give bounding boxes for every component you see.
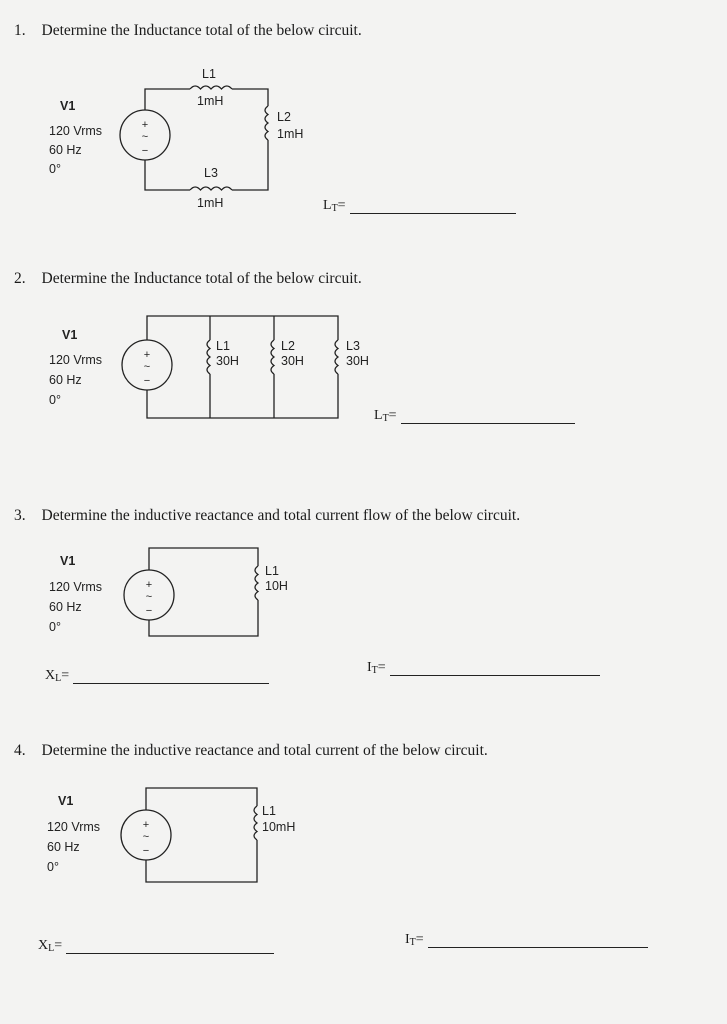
answer-label-main: L (323, 198, 332, 213)
inductor-l1-symbol (207, 340, 210, 374)
source-name: V1 (60, 99, 76, 113)
inductor-l1-symbol (190, 86, 232, 89)
answer-label-suffix: = (415, 932, 424, 947)
inductor-l3-symbol (190, 187, 232, 190)
tilde-sign: ~ (145, 591, 153, 603)
inductor-l2-symbol (265, 106, 268, 140)
tilde-sign: ~ (143, 361, 151, 373)
tilde-sign: ~ (141, 131, 149, 143)
inductor-name: L3 (346, 339, 360, 353)
inductor-value: 30H (281, 354, 304, 368)
answer-label-sub: T (409, 937, 416, 948)
answer-label-sub: L (55, 673, 62, 684)
answer-label-suffix: = (61, 668, 70, 683)
source-name: V1 (62, 328, 78, 342)
source-name: V1 (58, 794, 74, 808)
inductor-value: 10H (265, 579, 288, 593)
inductor-value: 10mH (262, 820, 296, 834)
question-text: Determine the Inductance total of the below circuit. (41, 270, 362, 287)
minus-sign: − (143, 375, 151, 387)
question-text: Determine the Inductance total of the below circuit. (41, 22, 362, 39)
answer-label-sub: T (331, 203, 338, 214)
inductor-l1-symbol (254, 806, 257, 840)
answer-label-main: I (405, 932, 410, 947)
question-number: 4. (14, 742, 26, 759)
answer-label-sub: T (382, 413, 389, 424)
source-voltage: 120 Vrms (49, 124, 103, 138)
question-text: Determine the inductive reactance and total current flow of the below circuit. (41, 507, 521, 524)
inductor-value: 1mH (277, 127, 304, 141)
source-phase: 0° (49, 162, 61, 176)
source-frequency: 60 Hz (49, 373, 82, 387)
source-phase: 0° (49, 620, 61, 634)
inductor-name: L1 (262, 804, 276, 818)
answer-label-suffix: = (337, 198, 346, 213)
source-frequency: 60 Hz (49, 600, 82, 614)
answer-label-main: X (38, 938, 49, 953)
answer-label-suffix: = (54, 938, 63, 953)
inductor-name: L1 (202, 67, 216, 81)
question-text: Determine the inductive reactance and total current of the below circuit. (41, 742, 488, 759)
plus-sign: + (142, 819, 150, 831)
inductor-value: 1mH (197, 94, 224, 108)
answer-label-sub: T (371, 665, 378, 676)
answer-label-sub: L (48, 943, 55, 954)
inductor-value: 30H (346, 354, 369, 368)
inductor-name: L2 (277, 110, 291, 124)
inductor-name: L2 (281, 339, 295, 353)
inductor-value: 30H (216, 354, 239, 368)
minus-sign: − (145, 605, 153, 617)
source-phase: 0° (49, 393, 61, 407)
source-frequency: 60 Hz (47, 840, 80, 854)
source-phase: 0° (47, 860, 59, 874)
circuit-3-wires (149, 548, 258, 636)
minus-sign: − (142, 845, 150, 857)
answer-label-suffix: = (377, 660, 386, 675)
answer-label-main: X (45, 668, 56, 683)
inductor-value: 1mH (197, 196, 224, 210)
question-number: 2. (14, 270, 26, 287)
answer-label-main: I (367, 660, 372, 675)
minus-sign: − (141, 145, 149, 157)
question-number: 3. (14, 507, 26, 524)
plus-sign: + (143, 349, 151, 361)
source-voltage: 120 Vrms (49, 353, 103, 367)
circuit-4-wires (146, 788, 257, 882)
inductor-name: L1 (216, 339, 230, 353)
tilde-sign: ~ (142, 831, 150, 843)
source-name: V1 (60, 554, 76, 568)
source-frequency: 60 Hz (49, 143, 82, 157)
inductor-name: L1 (265, 564, 279, 578)
circuit-2-wires (147, 316, 338, 418)
inductor-l3-symbol (335, 340, 338, 374)
inductor-name: L3 (204, 166, 218, 180)
source-voltage: 120 Vrms (49, 580, 103, 594)
answer-label-main: L (374, 408, 383, 423)
source-voltage: 120 Vrms (47, 820, 101, 834)
circuit-1-wires (145, 89, 268, 190)
inductor-l2-symbol (271, 340, 274, 374)
question-number: 1. (14, 22, 26, 39)
plus-sign: + (141, 119, 149, 131)
inductor-l1-symbol (255, 566, 258, 600)
answer-label-suffix: = (388, 408, 397, 423)
plus-sign: + (145, 579, 153, 591)
